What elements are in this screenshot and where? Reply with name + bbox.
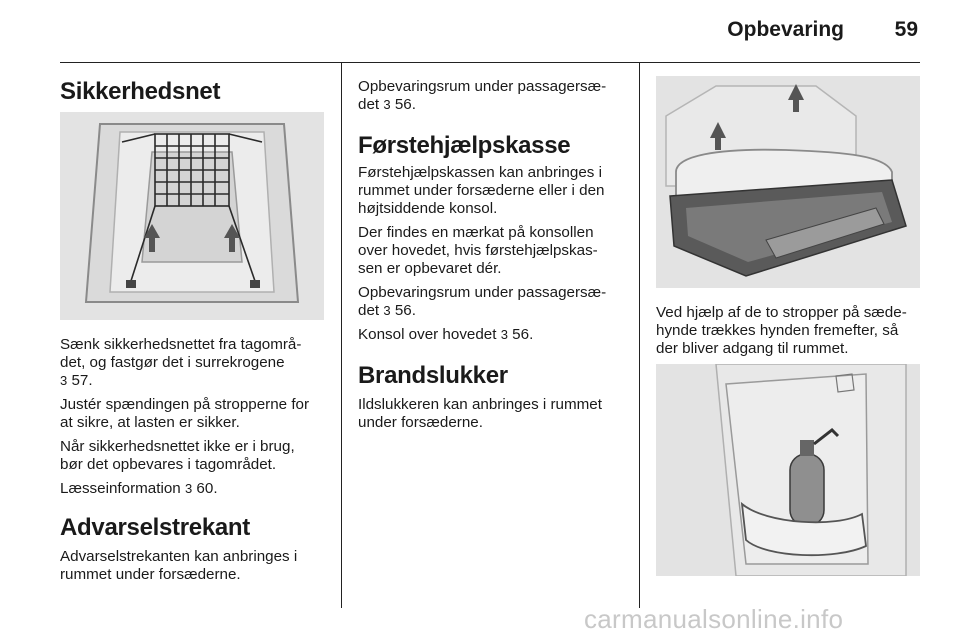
reference-page[interactable]: 56. xyxy=(394,96,416,113)
paragraph-1: Ved hjælp af de to stropper på sæde- hynde trækkes hynden fremefter, så der bliver adgang til rummet. xyxy=(656,304,907,357)
paragraph-3: Når sikkerhedsnettet ikke er i brug, bør det opbevares i tagområdet. xyxy=(60,438,295,473)
safety-net-illustration xyxy=(60,112,324,320)
reference-page[interactable]: 60. xyxy=(196,480,218,497)
paragraph-6: Ildslukkeren kan anbringes i rummet under forsæderne. xyxy=(358,396,602,431)
column-divider-1 xyxy=(341,62,342,608)
paragraph-5: Advarselstrekanten kan anbringes i rummet under forsæderne. xyxy=(60,548,298,583)
reference-icon: 3 xyxy=(500,327,508,342)
reference-page[interactable]: 57. xyxy=(71,372,93,389)
column-divider-2 xyxy=(639,62,640,608)
reference-page[interactable]: 56. xyxy=(394,302,416,319)
paragraph-4: Læsseinformation 3 60. xyxy=(60,480,218,497)
seat-storage-illustration xyxy=(656,76,920,288)
heading-forstehjaelpskasse: Førstehjælpskasse xyxy=(358,132,571,159)
reference-icon: 3 xyxy=(383,303,391,318)
paragraph-5: Konsol over hovedet 3 56. xyxy=(358,326,534,343)
reference-icon: 3 xyxy=(60,373,68,388)
paragraph-2: Førstehjælpskassen kan anbringes i rummet under forsæderne eller i den højtsiddende konsol. xyxy=(358,164,605,217)
watermark: carmanualsonline.info xyxy=(584,604,844,634)
reference-page[interactable]: 56. xyxy=(512,326,534,343)
reference-icon: 3 xyxy=(383,97,391,112)
page-number: 59 xyxy=(894,18,918,41)
heading-advarselstrekant: Advarselstrekant xyxy=(60,514,250,541)
reference-icon: 3 xyxy=(184,481,193,496)
page-header xyxy=(60,0,920,63)
paragraph-1: Sænk sikkerhedsnettet fra tagområ- det, og fastgør det i surrekrogene 3 57. xyxy=(60,336,302,389)
page-title: Opbevaring xyxy=(727,18,844,41)
fire-extinguisher-illustration xyxy=(656,364,920,576)
heading-brandslukker: Brandslukker xyxy=(358,362,508,389)
paragraph-4: Opbevaringsrum under passagersæ- det 3 56. xyxy=(358,284,607,319)
paragraph-2: Justér spændingen på stropperne for at sikre, at lasten er sikker. xyxy=(60,396,310,431)
heading-sikkerhedsnet: Sikkerhedsnet xyxy=(60,78,221,105)
paragraph-1: Opbevaringsrum under passagersæ- det 3 56. xyxy=(358,78,607,113)
paragraph-3: Der findes en mærkat på konsollen over hovedet, hvis førstehjælpskas- sen er opbevaret dér. xyxy=(358,224,598,277)
